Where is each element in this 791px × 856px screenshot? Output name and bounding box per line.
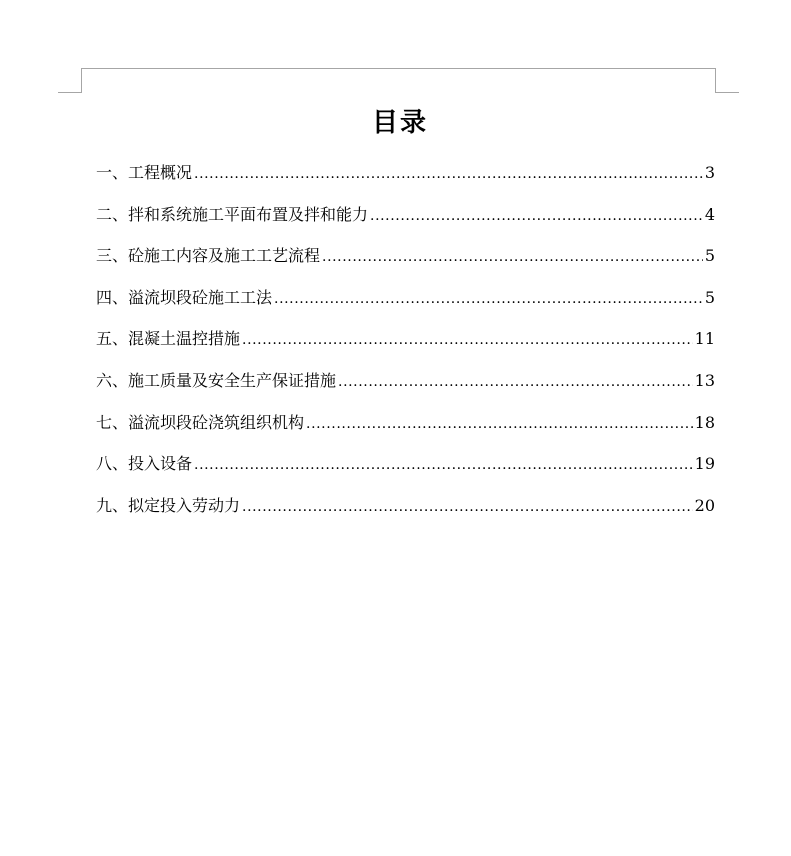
toc-entry[interactable]	[96, 451, 715, 493]
header-margin-line	[82, 68, 715, 69]
toc-entry-label: 一、工程概况	[96, 163, 193, 182]
toc-dot-leader	[194, 457, 693, 473]
left-corner-mark	[81, 68, 82, 93]
toc-entry[interactable]	[96, 368, 715, 410]
toc-page-number: 13	[694, 370, 715, 390]
toc-page-number: 20	[694, 495, 715, 515]
toc-entry-label: 九、拟定投入劳动力	[96, 495, 241, 515]
table-of-contents	[96, 160, 715, 534]
toc-dot-leader	[338, 374, 693, 390]
toc-entry[interactable]	[96, 410, 715, 452]
toc-page-number: 3	[704, 163, 715, 182]
toc-dot-leader	[194, 166, 703, 182]
toc-entry[interactable]	[96, 160, 715, 202]
toc-page-number: 4	[704, 204, 715, 224]
toc-entry-label: 五、混凝土温控措施	[96, 329, 241, 349]
toc-entry[interactable]	[96, 202, 715, 244]
toc-entry-label: 六、施工质量及安全生产保证措施	[96, 370, 337, 390]
toc-entry[interactable]	[96, 243, 715, 285]
toc-page-number: 19	[694, 454, 715, 474]
right-corner-mark	[715, 68, 716, 93]
toc-dot-leader	[242, 332, 693, 348]
left-corner-mark-horizontal	[58, 92, 82, 93]
toc-entry[interactable]	[96, 326, 715, 368]
toc-entry-label: 四、溢流坝段砼施工工法	[96, 287, 273, 307]
toc-dot-leader	[322, 249, 703, 265]
toc-entry[interactable]	[96, 285, 715, 327]
toc-entry[interactable]	[96, 493, 715, 535]
toc-dot-leader	[370, 208, 703, 224]
toc-page-number: 11	[694, 329, 715, 349]
toc-dot-leader	[242, 499, 693, 515]
toc-page-number: 5	[704, 246, 715, 266]
toc-entry-label: 八、投入设备	[96, 454, 193, 474]
toc-dot-leader	[306, 416, 693, 432]
right-corner-mark-horizontal	[715, 92, 739, 93]
toc-title: 目录	[371, 108, 428, 138]
toc-entry-label: 二、拌和系统施工平面布置及拌和能力	[96, 204, 369, 224]
toc-dot-leader	[274, 291, 703, 307]
toc-entry-label: 三、砼施工内容及施工工艺流程	[96, 246, 321, 266]
toc-page-number: 18	[694, 412, 715, 432]
toc-page-number: 5	[704, 287, 715, 307]
toc-entry-label: 七、溢流坝段砼浇筑组织机构	[96, 412, 305, 432]
